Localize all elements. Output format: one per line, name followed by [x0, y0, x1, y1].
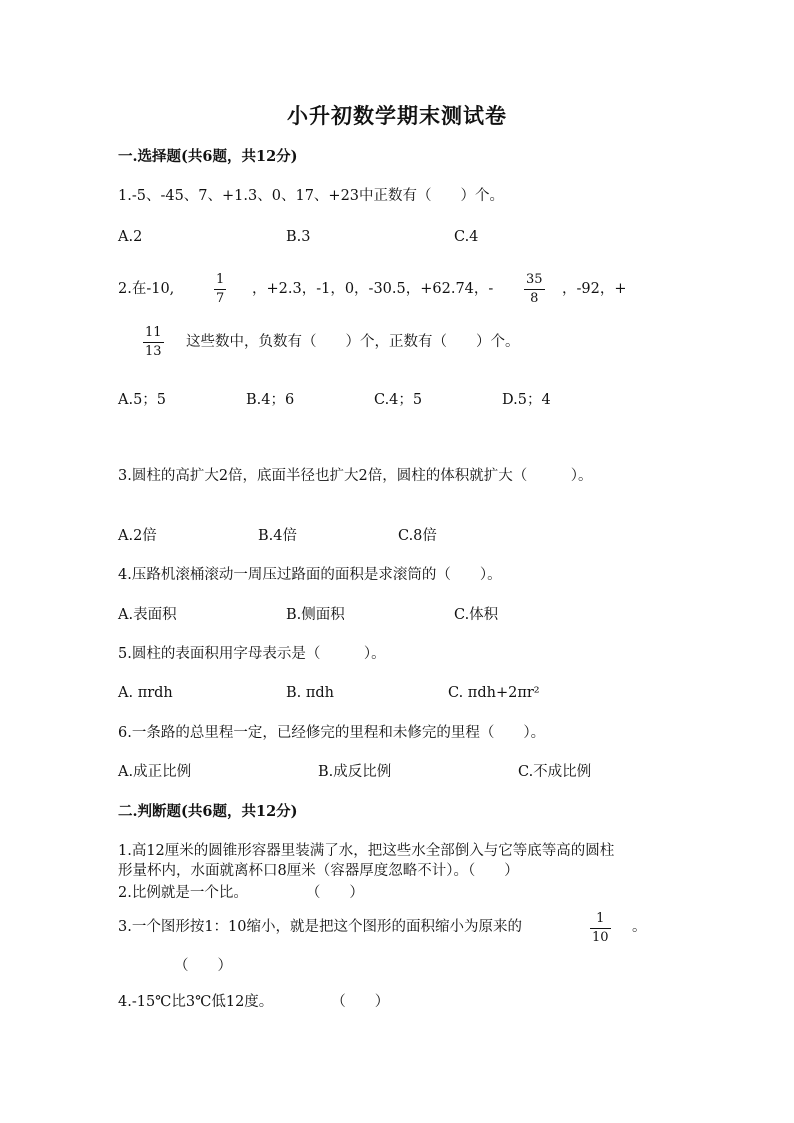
- fraction-bar: [214, 289, 226, 290]
- fraction-denominator: 10: [592, 930, 609, 945]
- question-2-part4: 这些数中，负数有（ ）个，正数有（ ）个。: [186, 334, 520, 350]
- fraction-1-7: [214, 272, 226, 306]
- section-heading-judge: 二.判断题(共6题，共12分): [118, 803, 298, 820]
- question-2-part3: ，-92，+: [562, 281, 627, 297]
- question-2-part1: 2.在-10,: [118, 281, 175, 297]
- section-heading-choice: 一.选择题(共6题，共12分): [118, 148, 298, 165]
- judge-question-3-part2: 。: [632, 919, 647, 935]
- option-b: B.4；6: [246, 392, 295, 408]
- option-a: A.2: [118, 229, 143, 245]
- question-3: 3.圆柱的高扩大2倍，底面半径也扩大2倍，圆柱的体积就扩大（ ）。: [118, 468, 593, 484]
- option-c: C.8倍: [398, 528, 437, 544]
- question-2-part2: ，+2.3，-1，0，-30.5，+62.74，-: [252, 281, 494, 297]
- option-a: A.成正比例: [118, 764, 192, 780]
- fraction-35-8: [524, 272, 545, 306]
- question-4: 4.压路机滚桶滚动一周压过路面的面积是求滚筒的（ ）。: [118, 567, 502, 583]
- question-1: 1.-5、-45、7、+1.3、0、17、+23中正数有（ ）个。: [118, 188, 505, 204]
- judge-question-3-bracket: （ ）: [174, 958, 232, 974]
- option-c: C.不成比例: [518, 764, 592, 780]
- option-b: B.4倍: [258, 528, 297, 544]
- fraction-numerator: 1: [216, 272, 225, 287]
- option-a: A. πrdh: [118, 685, 173, 701]
- option-b: B. πdh: [286, 685, 335, 701]
- judge-question-1-line1: 1.高12厘米的圆锥形容器里装满了水，把这些水全部倒入与它等底等高的圆柱: [118, 843, 615, 859]
- fraction-numerator: 1: [596, 911, 605, 926]
- fraction-numerator: 35: [526, 272, 543, 287]
- judge-question-2: 2.比例就是一个比。 （ ）: [118, 885, 364, 901]
- option-d: D.5；4: [502, 392, 551, 408]
- option-a: A.2倍: [118, 528, 157, 544]
- judge-question-1-line2: 形量杯内，水面就离杯口8厘米（容器厚度忽略不计）。（ ）: [118, 863, 519, 879]
- page-title: 小升初数学期末测试卷: [287, 103, 507, 128]
- fraction-bar: [143, 342, 164, 343]
- question-6: 6.一条路的总里程一定，已经修完的里程和未修完的里程（ ）。: [118, 725, 546, 741]
- fraction-denominator: 7: [216, 291, 225, 306]
- option-c: C.4: [454, 229, 479, 245]
- fraction-bar: [524, 289, 545, 290]
- option-b: B.3: [286, 229, 311, 245]
- fraction-1-10: [590, 911, 611, 945]
- fraction-bar: [590, 928, 611, 929]
- fraction-denominator: 8: [530, 291, 539, 306]
- judge-question-4: 4.-15℃比3℃低12度。 （ ）: [118, 994, 390, 1010]
- option-c: C. πdh+2πr²: [448, 685, 540, 701]
- option-b: B.侧面积: [286, 607, 345, 623]
- option-c: C.体积: [454, 607, 499, 623]
- question-5: 5.圆柱的表面积用字母表示是（ ）。: [118, 646, 386, 662]
- option-a: A.表面积: [118, 607, 177, 623]
- fraction-denominator: 13: [145, 344, 162, 359]
- judge-question-3-part1: 3.一个图形按1：10缩小，就是把这个图形的面积缩小为原来的: [118, 919, 523, 935]
- option-a: A.5；5: [118, 392, 167, 408]
- option-b: B.成反比例: [318, 764, 392, 780]
- option-c: C.4；5: [374, 392, 423, 408]
- fraction-11-13: [143, 325, 164, 359]
- fraction-numerator: 11: [145, 325, 162, 340]
